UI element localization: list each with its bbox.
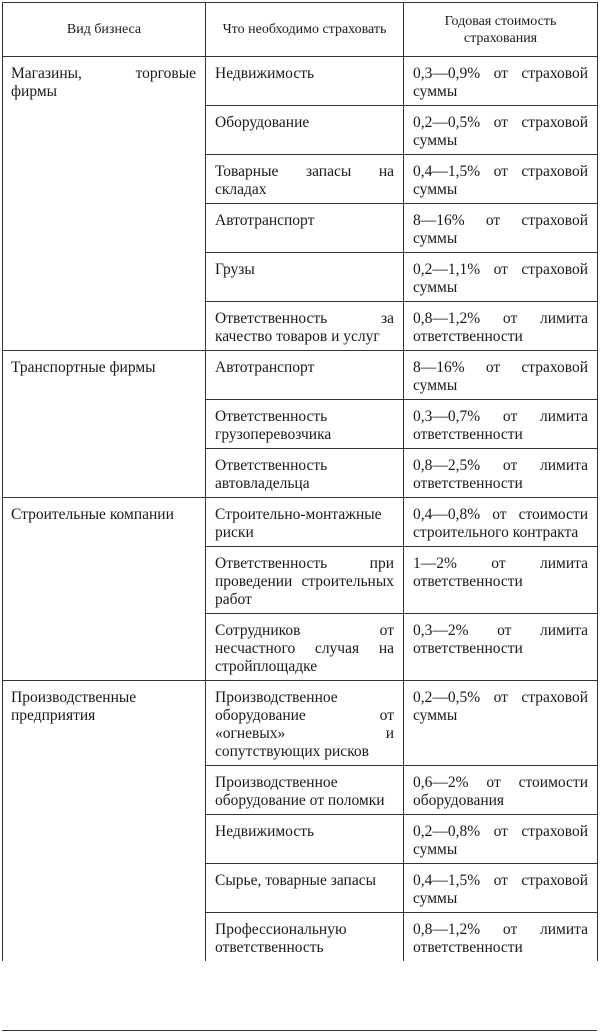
insurance-cost-cell: 0,2—0,8% от страховой суммы [404, 815, 598, 864]
insured-object-cell: Ответственность грузоперевозчика [206, 400, 404, 449]
insurance-cost-cell: 0,4—1,5% от страховой суммы [404, 864, 598, 913]
insurance-cost-cell: 0,4—0,8% от стоимости строительного контракта [404, 498, 598, 547]
business-type-cell: Транспортные фирмы [3, 351, 206, 498]
insured-object-cell: Автотранспорт [206, 204, 404, 253]
business-type-cell: Производственные предприятия [3, 681, 206, 962]
insurance-cost-cell: 0,2—0,5% от страховой суммы [404, 681, 598, 766]
insured-object-cell: Недвижимость [206, 57, 404, 106]
insured-object-cell: Оборудование [206, 106, 404, 155]
insured-object-cell: Профессиональную ответственность [206, 913, 404, 962]
insurance-cost-cell: 0,3—0,9% от страховой суммы [404, 57, 598, 106]
header-annual-cost: Годовая стоимость страхования [404, 3, 598, 57]
insurance-cost-cell: 0,8—1,2% от лимита ответственности [404, 913, 598, 962]
insured-object-cell: Строительно-монтажные риски [206, 498, 404, 547]
business-type-cell: Магазины, торговые фирмы [3, 57, 206, 351]
header-what-to-insure: Что необходимо страховать [206, 3, 404, 57]
insured-object-cell: Производственное оборудование от «огневых» и сопутствующих рисков [206, 681, 404, 766]
insured-object-cell: Ответственность автовладельца [206, 449, 404, 498]
insurance-cost-cell: 0,3—2% от лимита ответственности [404, 614, 598, 681]
insurance-cost-cell: 1—2% от лимита ответственности [404, 547, 598, 614]
insured-object-cell: Грузы [206, 253, 404, 302]
insurance-cost-cell: 0,2—1,1% от страховой суммы [404, 253, 598, 302]
table-row [3, 351, 598, 400]
insurance-cost-cell: 0,2—0,5% от страховой суммы [404, 106, 598, 155]
insured-object-cell: Автотранспорт [206, 351, 404, 400]
insured-object-cell: Товарные запасы на складах [206, 155, 404, 204]
insured-object-cell: Сотрудников от несчастного случая на стройплощадке [206, 614, 404, 681]
insurance-cost-cell: 0,6—2% от стоимости оборудования [404, 766, 598, 815]
insured-object-cell: Ответственность при проведении строительных работ [206, 547, 404, 614]
insured-object-cell: Производственное оборудование от поломки [206, 766, 404, 815]
insurance-cost-cell: 0,3—0,7% от лимита ответственности [404, 400, 598, 449]
insurance-cost-cell: 0,8—1,2% от лимита ответственности [404, 302, 598, 351]
insurance-cost-table [2, 2, 598, 961]
table-bottom-border [2, 1030, 597, 1031]
business-type-cell: Строительные компании [3, 498, 206, 681]
insured-object-cell: Ответственность за качество товаров и услуг [206, 302, 404, 351]
table-row [3, 498, 598, 547]
insured-object-cell: Недвижимость [206, 815, 404, 864]
insurance-cost-cell: 8—16% от страховой суммы [404, 351, 598, 400]
table-row [3, 57, 598, 106]
insured-object-cell: Сырье, товарные запасы [206, 864, 404, 913]
insurance-cost-cell: 0,8—2,5% от лимита ответственности [404, 449, 598, 498]
insurance-cost-cell: 0,4—1,5% от страховой суммы [404, 155, 598, 204]
table-header-row [3, 3, 598, 57]
header-business-type: Вид бизнеса [3, 3, 206, 57]
table-row [3, 681, 598, 766]
insurance-cost-cell: 8—16% от страховой суммы [404, 204, 598, 253]
